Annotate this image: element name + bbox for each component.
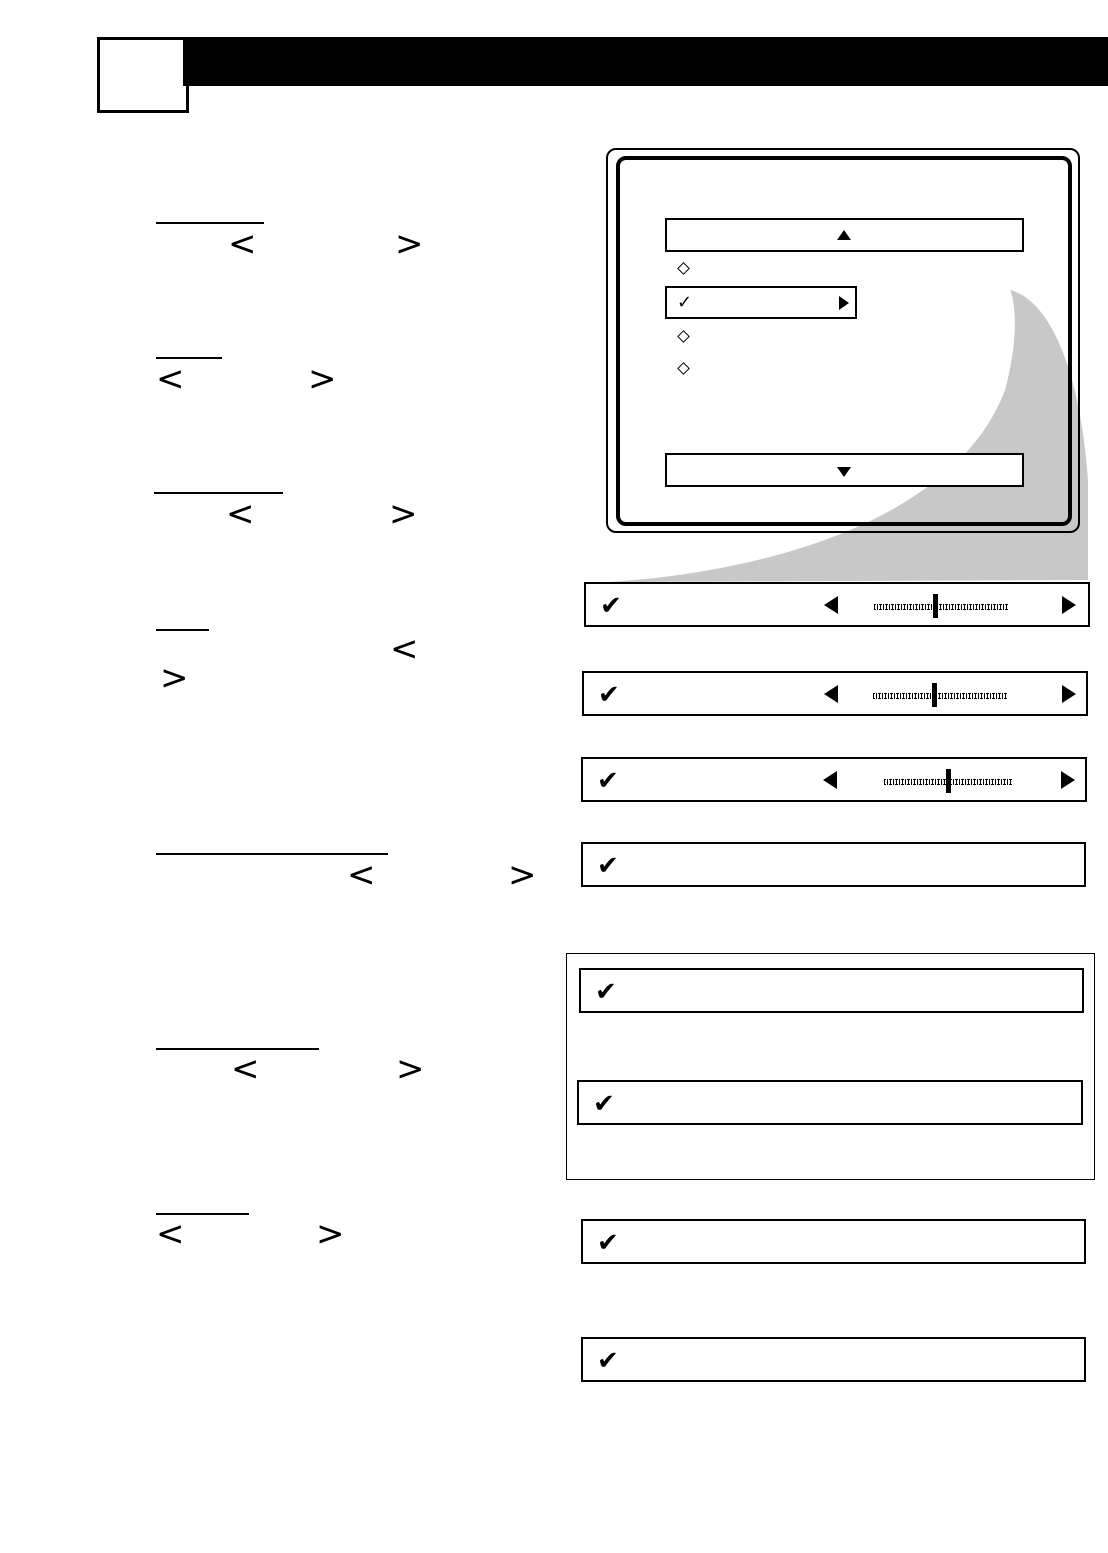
chapter-header-bar: [186, 37, 1108, 86]
instruction-5-less-than: <: [347, 855, 376, 895]
instruction-3-underline: [154, 492, 283, 494]
option-panel-2[interactable]: [579, 968, 1084, 1013]
slider-knob[interactable]: [946, 769, 951, 793]
instruction-6-greater-than: >: [396, 1049, 425, 1089]
instruction-2-less-than: <: [156, 359, 185, 399]
instruction-6-less-than: <: [231, 1049, 260, 1089]
left-triangle-icon[interactable]: [824, 685, 838, 703]
slider-knob[interactable]: [932, 683, 937, 707]
slider-knob[interactable]: [933, 594, 938, 618]
slider-panel-3[interactable]: [581, 757, 1087, 802]
instruction-4-underline: [156, 629, 209, 631]
instruction-7-greater-than: >: [316, 1214, 345, 1254]
option-panel-4[interactable]: [581, 1219, 1086, 1264]
right-triangle-icon[interactable]: [1062, 685, 1076, 703]
up-triangle-icon: [837, 230, 851, 240]
checkmark-icon: ✔: [598, 680, 620, 710]
left-triangle-icon[interactable]: [823, 771, 837, 789]
slider-panel-1[interactable]: [584, 582, 1090, 627]
menu-scroll-down-bar[interactable]: [665, 453, 1024, 487]
instruction-4-less-than: <: [390, 629, 419, 669]
chapter-number-box: [97, 37, 189, 113]
slider-track: [873, 693, 1007, 699]
instruction-1-less-than: <: [228, 224, 257, 264]
instruction-5-greater-than: >: [508, 855, 537, 895]
option-panel-1[interactable]: [581, 842, 1086, 887]
header-join: [183, 37, 188, 86]
instruction-2-greater-than: >: [308, 359, 337, 399]
checkmark-icon: ✔: [597, 851, 619, 881]
menu-scroll-up-bar[interactable]: [665, 218, 1024, 252]
instruction-3-greater-than: >: [389, 494, 418, 534]
instruction-3-less-than: <: [226, 494, 255, 534]
checkmark-icon: ✔: [600, 591, 622, 621]
down-triangle-icon: [837, 467, 851, 477]
checkmark-icon: ✔: [595, 977, 617, 1007]
menu-item-selected[interactable]: [665, 286, 857, 319]
right-triangle-icon[interactable]: [1062, 596, 1076, 614]
option-panel-5[interactable]: [581, 1337, 1086, 1382]
instruction-1-greater-than: >: [395, 224, 424, 264]
checkmark-icon: ✔: [597, 766, 619, 796]
instruction-7-less-than: <: [156, 1214, 185, 1254]
checkmark-icon: ✔: [597, 1228, 619, 1258]
left-triangle-icon[interactable]: [824, 596, 838, 614]
slider-track: [874, 604, 1008, 610]
right-triangle-icon[interactable]: [1061, 771, 1075, 789]
slider-panel-2[interactable]: [582, 671, 1088, 716]
checkmark-icon: ✔: [597, 1346, 619, 1376]
right-triangle-icon: [839, 296, 849, 310]
instruction-4-greater-than: >: [160, 658, 189, 698]
checkmark-icon: ✔: [593, 1089, 615, 1119]
option-panel-3[interactable]: [577, 1080, 1083, 1125]
checkmark-icon: ✓: [677, 292, 693, 313]
